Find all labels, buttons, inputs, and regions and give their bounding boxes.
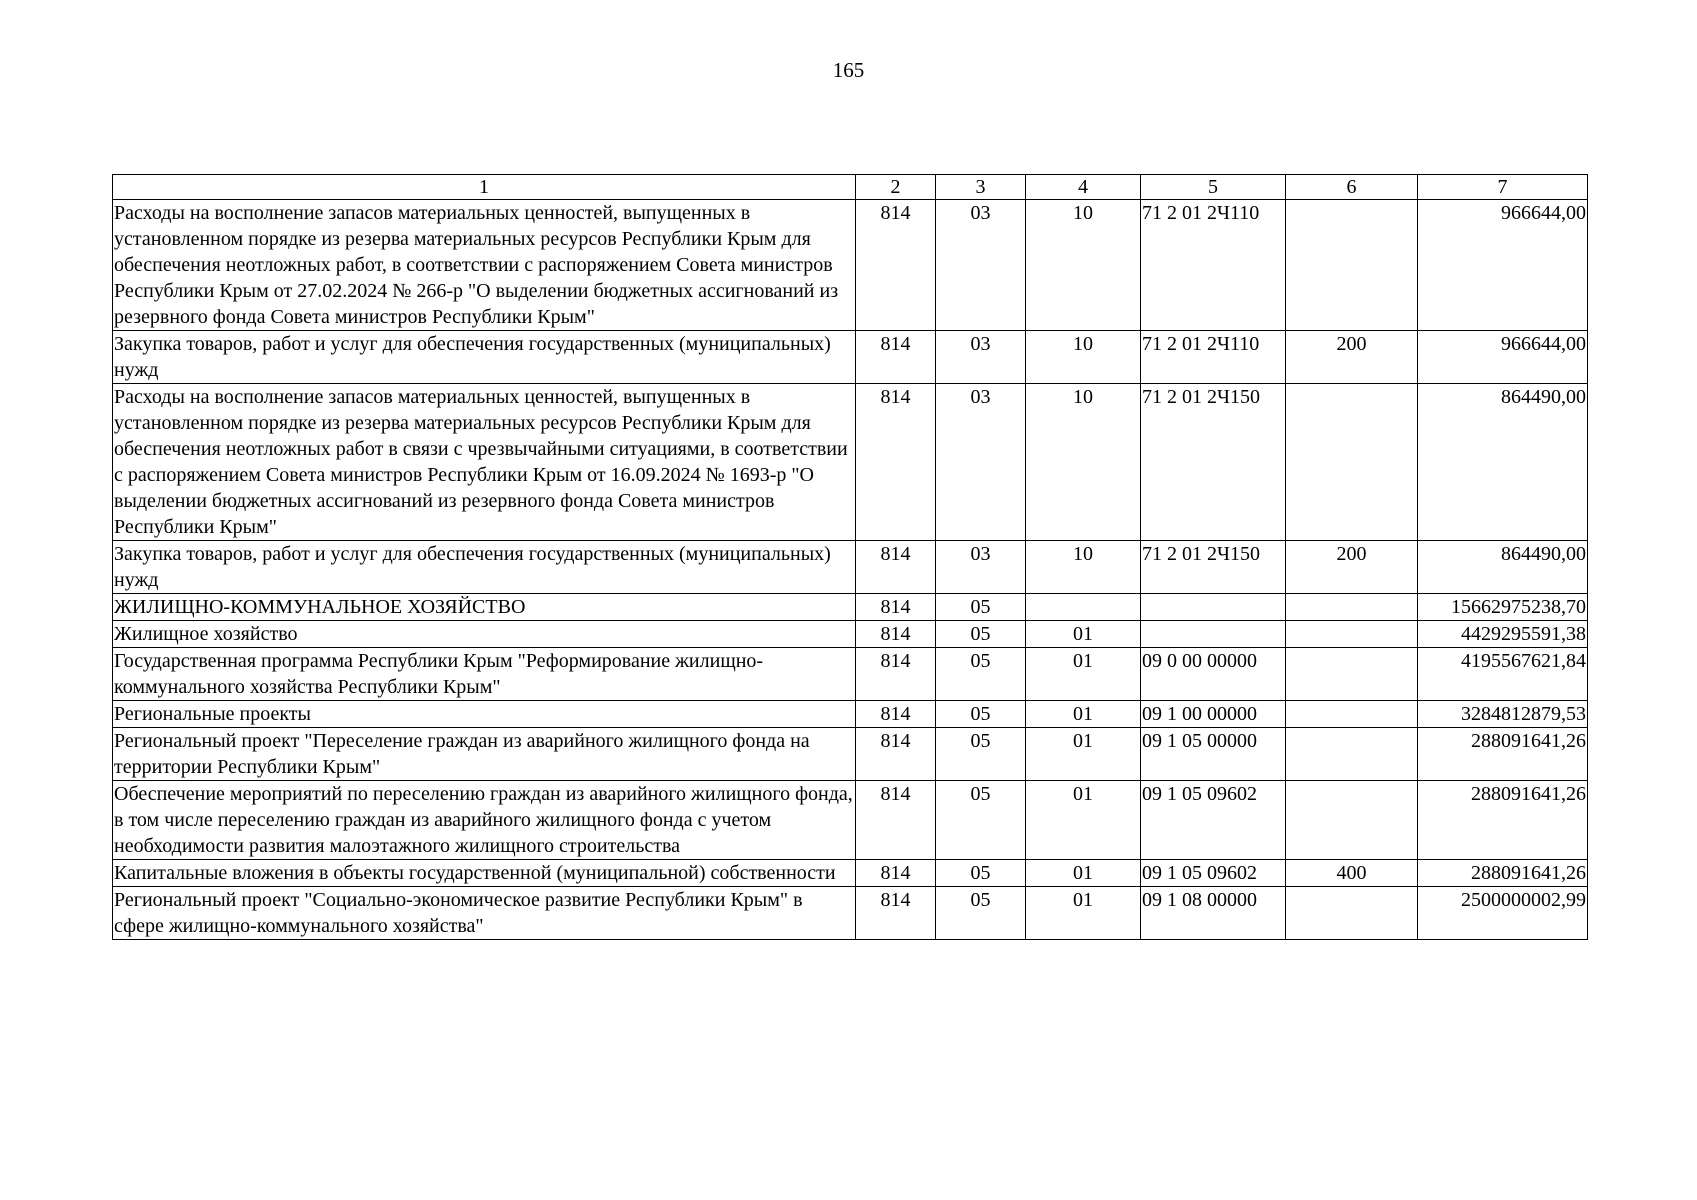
row-section-code: 05 bbox=[936, 701, 1026, 728]
row-expense-type-code bbox=[1286, 594, 1418, 621]
row-section-code: 05 bbox=[936, 594, 1026, 621]
table-row bbox=[113, 621, 1588, 648]
row-amount: 966644,00 bbox=[1418, 200, 1588, 331]
row-grbs-code: 814 bbox=[856, 887, 936, 940]
row-amount: 4429295591,38 bbox=[1418, 621, 1588, 648]
row-amount: 864490,00 bbox=[1418, 541, 1588, 594]
row-name: Закупка товаров, работ и услуг для обеспечения государственных (муниципальных) нужд bbox=[113, 331, 856, 384]
row-subsection-code: 01 bbox=[1026, 781, 1141, 860]
row-subsection-code: 01 bbox=[1026, 860, 1141, 887]
row-target-article-code: 09 0 00 00000 bbox=[1141, 648, 1286, 701]
row-name: Региональный проект "Социально-экономическое развитие Республики Крым" в сфере жилищно-коммунального хозяйства" bbox=[113, 887, 856, 940]
table-row bbox=[113, 384, 1588, 541]
row-target-article-code: 71 2 01 2Ч110 bbox=[1141, 331, 1286, 384]
row-grbs-code: 814 bbox=[856, 860, 936, 887]
row-amount: 288091641,26 bbox=[1418, 860, 1588, 887]
row-target-article-code: 09 1 05 09602 bbox=[1141, 781, 1286, 860]
table-row bbox=[113, 887, 1588, 940]
row-expense-type-code bbox=[1286, 728, 1418, 781]
row-amount: 2500000002,99 bbox=[1418, 887, 1588, 940]
row-expense-type-code bbox=[1286, 384, 1418, 541]
row-subsection-code: 01 bbox=[1026, 701, 1141, 728]
row-name: Расходы на восполнение запасов материальных ценностей, выпущенных в установленном порядке из резерва материальных ресурсов Республики Крым для обеспечения неотложных работ, в соответствии с распоряжением Совета министров Республики Крым от 27.02.2024 № 266-р "О выделении бюджетных ассигнований из резервного фонда Совета министров Республики Крым" bbox=[113, 200, 856, 331]
row-section-code: 03 bbox=[936, 384, 1026, 541]
row-grbs-code: 814 bbox=[856, 621, 936, 648]
row-expense-type-code: 200 bbox=[1286, 331, 1418, 384]
row-name: Государственная программа Республики Крым "Реформирование жилищно-коммунального хозяйства Республики Крым" bbox=[113, 648, 856, 701]
row-expense-type-code bbox=[1286, 621, 1418, 648]
table-row bbox=[113, 701, 1588, 728]
row-expense-type-code: 200 bbox=[1286, 541, 1418, 594]
row-grbs-code: 814 bbox=[856, 781, 936, 860]
row-section-code: 03 bbox=[936, 541, 1026, 594]
row-subsection-code: 01 bbox=[1026, 728, 1141, 781]
row-target-article-code bbox=[1141, 594, 1286, 621]
row-section-code: 03 bbox=[936, 200, 1026, 331]
row-grbs-code: 814 bbox=[856, 728, 936, 781]
row-section-code: 03 bbox=[936, 331, 1026, 384]
row-expense-type-code: 400 bbox=[1286, 860, 1418, 887]
row-amount: 966644,00 bbox=[1418, 331, 1588, 384]
row-grbs-code: 814 bbox=[856, 648, 936, 701]
row-name: Расходы на восполнение запасов материальных ценностей, выпущенных в установленном порядке из резерва материальных ресурсов Республики Крым для обеспечения неотложных работ в связи с чрезвычайными ситуациями, в соответствии с распоряжением Совета министров Республики Крым от 16.09.2024 № 1693-р "О выделении бюджетных ассигнований из резервного фонда Совета министров Республики Крым" bbox=[113, 384, 856, 541]
column-header: 4 bbox=[1026, 175, 1141, 200]
row-grbs-code: 814 bbox=[856, 701, 936, 728]
table-header-row bbox=[113, 175, 1588, 200]
row-grbs-code: 814 bbox=[856, 384, 936, 541]
table-row bbox=[113, 781, 1588, 860]
row-name: Региональный проект "Переселение граждан из аварийного жилищного фонда на территории Республики Крым" bbox=[113, 728, 856, 781]
row-amount: 864490,00 bbox=[1418, 384, 1588, 541]
row-target-article-code: 71 2 01 2Ч150 bbox=[1141, 384, 1286, 541]
table-row bbox=[113, 728, 1588, 781]
column-header: 1 bbox=[113, 175, 856, 200]
column-header: 3 bbox=[936, 175, 1026, 200]
row-subsection-code: 10 bbox=[1026, 331, 1141, 384]
row-name: Обеспечение мероприятий по переселению граждан из аварийного жилищного фонда, в том числе переселению граждан из аварийного жилищного фонда с учетом необходимости развития малоэтажного жилищного строительства bbox=[113, 781, 856, 860]
table-row bbox=[113, 200, 1588, 331]
row-expense-type-code bbox=[1286, 781, 1418, 860]
row-amount: 288091641,26 bbox=[1418, 781, 1588, 860]
table-row bbox=[113, 541, 1588, 594]
table-row bbox=[113, 648, 1588, 701]
row-section-code: 05 bbox=[936, 887, 1026, 940]
row-subsection-code: 10 bbox=[1026, 384, 1141, 541]
column-header: 2 bbox=[856, 175, 936, 200]
row-section-code: 05 bbox=[936, 860, 1026, 887]
row-target-article-code bbox=[1141, 621, 1286, 648]
row-subsection-code bbox=[1026, 594, 1141, 621]
row-section-code: 05 bbox=[936, 621, 1026, 648]
table-row bbox=[113, 860, 1588, 887]
row-grbs-code: 814 bbox=[856, 594, 936, 621]
page-number: 165 bbox=[832, 58, 865, 82]
row-name: ЖИЛИЩНО-КОММУНАЛЬНОЕ ХОЗЯЙСТВО bbox=[113, 594, 856, 621]
column-header: 7 bbox=[1418, 175, 1588, 200]
row-subsection-code: 01 bbox=[1026, 648, 1141, 701]
row-target-article-code: 09 1 08 00000 bbox=[1141, 887, 1286, 940]
row-grbs-code: 814 bbox=[856, 331, 936, 384]
row-subsection-code: 01 bbox=[1026, 621, 1141, 648]
row-subsection-code: 10 bbox=[1026, 200, 1141, 331]
table-row bbox=[113, 331, 1588, 384]
row-target-article-code: 71 2 01 2Ч110 bbox=[1141, 200, 1286, 331]
row-amount: 288091641,26 bbox=[1418, 728, 1588, 781]
row-section-code: 05 bbox=[936, 648, 1026, 701]
row-name: Капитальные вложения в объекты государственной (муниципальной) собственности bbox=[113, 860, 856, 887]
row-subsection-code: 01 bbox=[1026, 887, 1141, 940]
row-target-article-code: 09 1 05 00000 bbox=[1141, 728, 1286, 781]
row-subsection-code: 10 bbox=[1026, 541, 1141, 594]
row-section-code: 05 bbox=[936, 728, 1026, 781]
row-target-article-code: 09 1 05 09602 bbox=[1141, 860, 1286, 887]
column-header: 5 bbox=[1141, 175, 1286, 200]
row-expense-type-code bbox=[1286, 200, 1418, 331]
row-expense-type-code bbox=[1286, 701, 1418, 728]
row-amount: 3284812879,53 bbox=[1418, 701, 1588, 728]
row-name: Жилищное хозяйство bbox=[113, 621, 856, 648]
row-amount: 15662975238,70 bbox=[1418, 594, 1588, 621]
row-amount: 4195567621,84 bbox=[1418, 648, 1588, 701]
row-name: Региональные проекты bbox=[113, 701, 856, 728]
row-section-code: 05 bbox=[936, 781, 1026, 860]
row-expense-type-code bbox=[1286, 887, 1418, 940]
column-header: 6 bbox=[1286, 175, 1418, 200]
row-target-article-code: 09 1 00 00000 bbox=[1141, 701, 1286, 728]
row-name: Закупка товаров, работ и услуг для обеспечения государственных (муниципальных) нужд bbox=[113, 541, 856, 594]
table-row bbox=[113, 594, 1588, 621]
budget-table bbox=[112, 174, 1588, 940]
row-target-article-code: 71 2 01 2Ч150 bbox=[1141, 541, 1286, 594]
row-grbs-code: 814 bbox=[856, 200, 936, 331]
row-grbs-code: 814 bbox=[856, 541, 936, 594]
row-expense-type-code bbox=[1286, 648, 1418, 701]
